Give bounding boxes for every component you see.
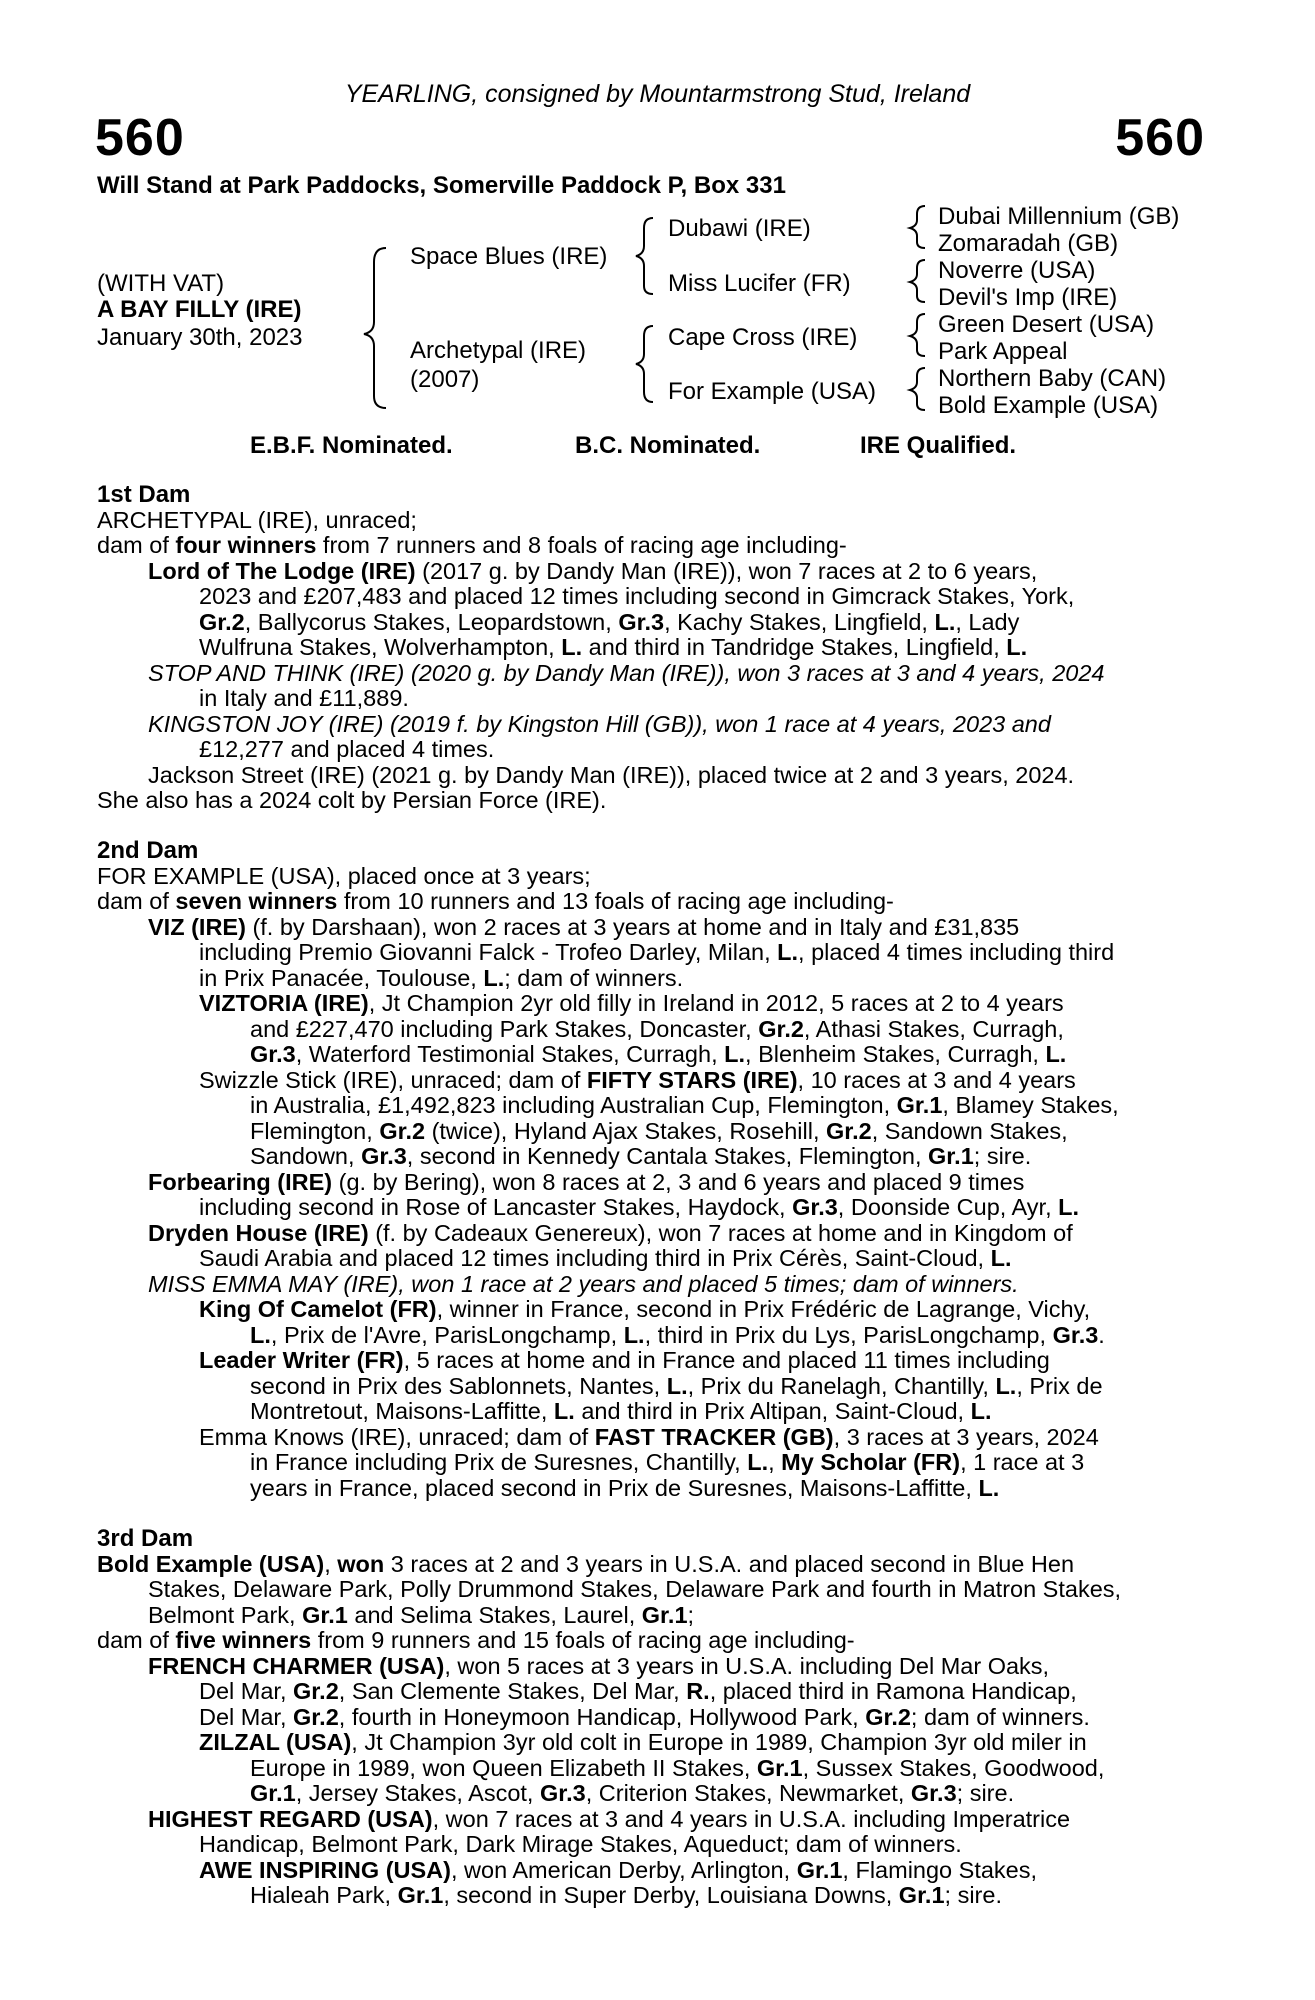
ped-dsd: Park Appeal [938, 338, 1068, 365]
produce-entry-cont: £12,277 and placed 4 times. [199, 736, 495, 762]
horse-dob: January 30th, 2023 [97, 324, 303, 351]
stand-location: Will Stand at Park Paddocks, Somerville Paddock P, Box 331 [97, 172, 786, 199]
produce-entry-cont: Europe in 1989, won Queen Elizabeth II Stakes, Gr.1, Sussex Stakes, Goodwood, [250, 1754, 1105, 1781]
ped-ssd: Zomaradah (GB) [938, 230, 1119, 257]
ped-dss: Green Desert (USA) [938, 311, 1155, 338]
produce-entry-cont: Del Mar, Gr.2, fourth in Honeymoon Handicap, Hollywood Park, Gr.2; dam of winners. [199, 1703, 1090, 1730]
produce-entry-cont: Gr.2, Ballycorus Stakes, Leopardstown, Gr.3, Kachy Stakes, Lingfield, L., Lady [199, 608, 1020, 635]
produce-entry: ZILZAL (USA), Jt Champion 3yr old colt in Europe in 1989, Champion 3yr old miler in [199, 1729, 1087, 1755]
produce-entry-cont: Handicap, Belmont Park, Dark Mirage Stakes, Aqueduct; dam of winners. [199, 1831, 962, 1857]
produce-entry-cont: Gr.3, Waterford Testimonial Stakes, Curragh, L., Blenheim Stakes, Curragh, L. [250, 1041, 1067, 1067]
produce-entry: Jackson Street (IRE) (2021 g. by Dandy Man (IRE)), placed twice at 2 and 3 years, 2024. [148, 761, 1075, 788]
produce-entry-cont: 2023 and £207,483 and placed 12 times including second in Gimcrack Stakes, York, [199, 583, 1075, 609]
second-dam-section [97, 838, 1207, 1501]
produce-entry-cont: years in France, placed second in Prix de Suresnes, Maisons-Laffitte, L. [250, 1474, 1000, 1501]
produce-entry-cont: L., Prix de l'Avre, ParisLongchamp, L., third in Prix du Lys, ParisLongchamp, Gr.3. [250, 1321, 1105, 1348]
produce-entry: Forbearing (IRE) (g. by Bering), won 8 races at 2, 3 and 6 years and placed 9 times [148, 1168, 1025, 1195]
lot-number-left: 560 [95, 109, 185, 167]
dam-sire: Cape Cross (IRE) [668, 324, 858, 351]
ire-qualified: IRE Qualified. [860, 432, 1017, 459]
produce-entry-cont: in Prix Panacée, Toulouse, L.; dam of winners. [199, 964, 684, 991]
produce-entry: HIGHEST REGARD (USA), won 7 races at 3 and 4 years in U.S.A. including Imperatrice [148, 1805, 1071, 1832]
lot-number-right: 560 [1115, 109, 1205, 167]
produce-entry-cont: and £227,470 including Park Stakes, Doncaster, Gr.2, Athasi Stakes, Curragh, [250, 1015, 1064, 1042]
produce-entry-cont: in France including Prix de Suresnes, Chantilly, L., My Scholar (FR), 1 race at 3 [250, 1449, 1085, 1475]
sire-sire: Dubawi (IRE) [668, 215, 811, 242]
produce-entry: AWE INSPIRING (USA), won American Derby, Arlington, Gr.1, Flamingo Stakes, [199, 1856, 1038, 1883]
produce-entry-cont: Hialeah Park, Gr.1, second in Super Derby, Louisiana Downs, Gr.1; sire. [250, 1882, 1002, 1908]
produce-entry: VIZTORIA (IRE), Jt Champion 2yr old filly in Ireland in 2012, 5 races at 2 to 4 years [199, 990, 1064, 1016]
dam-produce-summary: dam of five winners from 9 runners and 15 foals of racing age including- [97, 1627, 855, 1653]
produce-entry-cont: Saudi Arabia and placed 12 times including third in Prix Cérès, Saint-Cloud, L. [199, 1245, 1012, 1271]
produce-entry: STOP AND THINK (IRE) (2020 g. by Dandy Man (IRE)), won 3 races at 3 and 4 years, 2024 [148, 659, 1105, 686]
third-dam-section [97, 1526, 1207, 1909]
dam-intro: FOR EXAMPLE (USA), placed once at 3 years; [97, 862, 591, 889]
dam-year: (2007) [410, 366, 480, 393]
produce-entry-cont: including second in Rose of Lancaster Stakes, Haydock, Gr.3, Doonside Cup, Ayr, L. [199, 1194, 1080, 1220]
produce-entry: Leader Writer (FR), 5 races at home and in France and placed 11 times including [199, 1347, 1050, 1373]
ped-sdd: Devil's Imp (IRE) [938, 284, 1118, 311]
dam-intro-cont: Belmont Park, Gr.1 and Selima Stakes, Laurel, Gr.1; [148, 1601, 695, 1628]
bc-nominated: B.C. Nominated. [575, 432, 761, 459]
sire: Space Blues (IRE) [410, 243, 608, 270]
produce-entry: Lord of The Lodge (IRE) (2017 g. by Dandy Man (IRE)), won 7 races at 2 to 6 years, [148, 557, 1038, 584]
produce-entry-cont: Wulfruna Stakes, Wolverhampton, L. and third in Tandridge Stakes, Lingfield, L. [199, 634, 1028, 660]
ped-sds: Noverre (USA) [938, 257, 1096, 284]
ped-ddd: Bold Example (USA) [938, 392, 1159, 419]
consignment-line: YEARLING, consigned by Mountarmstrong Stud, Ireland [344, 80, 971, 108]
produce-entry: VIZ (IRE) (f. by Darshaan), won 2 races at 3 years at home and in Italy and £31,835 [148, 913, 1020, 940]
produce-entry: Emma Knows (IRE), unraced; dam of FAST TRACKER (GB), 3 races at 3 years, 2024 [199, 1423, 1099, 1450]
dam-intro-cont: Stakes, Delaware Park, Polly Drummond Stakes, Delaware Park and fourth in Matron Stakes, [148, 1576, 1122, 1602]
sire-dam: Miss Lucifer (FR) [668, 270, 851, 297]
horse-name: A BAY FILLY (IRE) [97, 296, 302, 323]
produce-entry-cont: in Italy and £11,889. [199, 685, 409, 711]
dam-intro: ARCHETYPAL (IRE), unraced; [97, 506, 417, 533]
dam-also-note: She also has a 2024 colt by Persian Force (IRE). [97, 787, 607, 813]
dam: Archetypal (IRE) [410, 337, 587, 364]
produce-entry: KINGSTON JOY (IRE) (2019 f. by Kingston Hill (GB)), won 1 race at 4 years, 2023 and [148, 710, 1051, 737]
produce-entry-cont: Del Mar, Gr.2, San Clemente Stakes, Del Mar, R., placed third in Ramona Handicap, [199, 1678, 1077, 1704]
produce-entry-cont: Sandown, Gr.3, second in Kennedy Cantala Stakes, Flemington, Gr.1; sire. [250, 1143, 1032, 1169]
section-heading: 2nd Dam [97, 837, 199, 864]
section-heading: 3rd Dam [97, 1525, 194, 1552]
produce-entry: Dryden House (IRE) (f. by Cadeaux Genereux), won 7 races at home and in Kingdom of [148, 1219, 1073, 1246]
ped-sss: Dubai Millennium (GB) [938, 203, 1180, 230]
produce-entry: King Of Camelot (FR), winner in France, second in Prix Frédéric de Lagrange, Vichy, [199, 1296, 1091, 1322]
dam-dam: For Example (USA) [668, 378, 877, 405]
ped-dds: Northern Baby (CAN) [938, 365, 1167, 392]
first-dam-section [97, 482, 1207, 814]
dam-intro: Bold Example (USA), won 3 races at 2 and 3 years in U.S.A. and placed second in Blue Hen [97, 1550, 1075, 1577]
produce-entry: MISS EMMA MAY (IRE), won 1 race at 2 years and placed 5 times; dam of winners. [148, 1270, 1019, 1297]
produce-entry-cont: Montretout, Maisons-Laffitte, L. and third in Prix Altipan, Saint-Cloud, L. [250, 1398, 992, 1424]
ebf-nominated: E.B.F. Nominated. [250, 432, 453, 459]
dam-produce-summary: dam of seven winners from 10 runners and 13 foals of racing age including- [97, 888, 894, 914]
section-heading: 1st Dam [97, 481, 191, 508]
produce-entry-cont: including Premio Giovanni Falck - Trofeo Darley, Milan, L., placed 4 times including third [199, 939, 1115, 965]
produce-entry: FRENCH CHARMER (USA), won 5 races at 3 years in U.S.A. including Del Mar Oaks, [148, 1652, 1050, 1679]
produce-entry: Swizzle Stick (IRE), unraced; dam of FIFTY STARS (IRE), 10 races at 3 and 4 years [199, 1066, 1076, 1093]
produce-entry-cont: in Australia, £1,492,823 including Australian Cup, Flemington, Gr.1, Blamey Stakes, [250, 1092, 1119, 1118]
vat-note: (WITH VAT) [97, 270, 225, 297]
dam-produce-summary: dam of four winners from 7 runners and 8 foals of racing age including- [97, 532, 847, 558]
produce-entry-cont: Flemington, Gr.2 (twice), Hyland Ajax Stakes, Rosehill, Gr.2, Sandown Stakes, [250, 1117, 1068, 1144]
produce-entry-cont: Gr.1, Jersey Stakes, Ascot, Gr.3, Criterion Stakes, Newmarket, Gr.3; sire. [250, 1780, 1015, 1806]
produce-entry-cont: second in Prix des Sablonnets, Nantes, L., Prix du Ranelagh, Chantilly, L., Prix de [250, 1372, 1103, 1399]
